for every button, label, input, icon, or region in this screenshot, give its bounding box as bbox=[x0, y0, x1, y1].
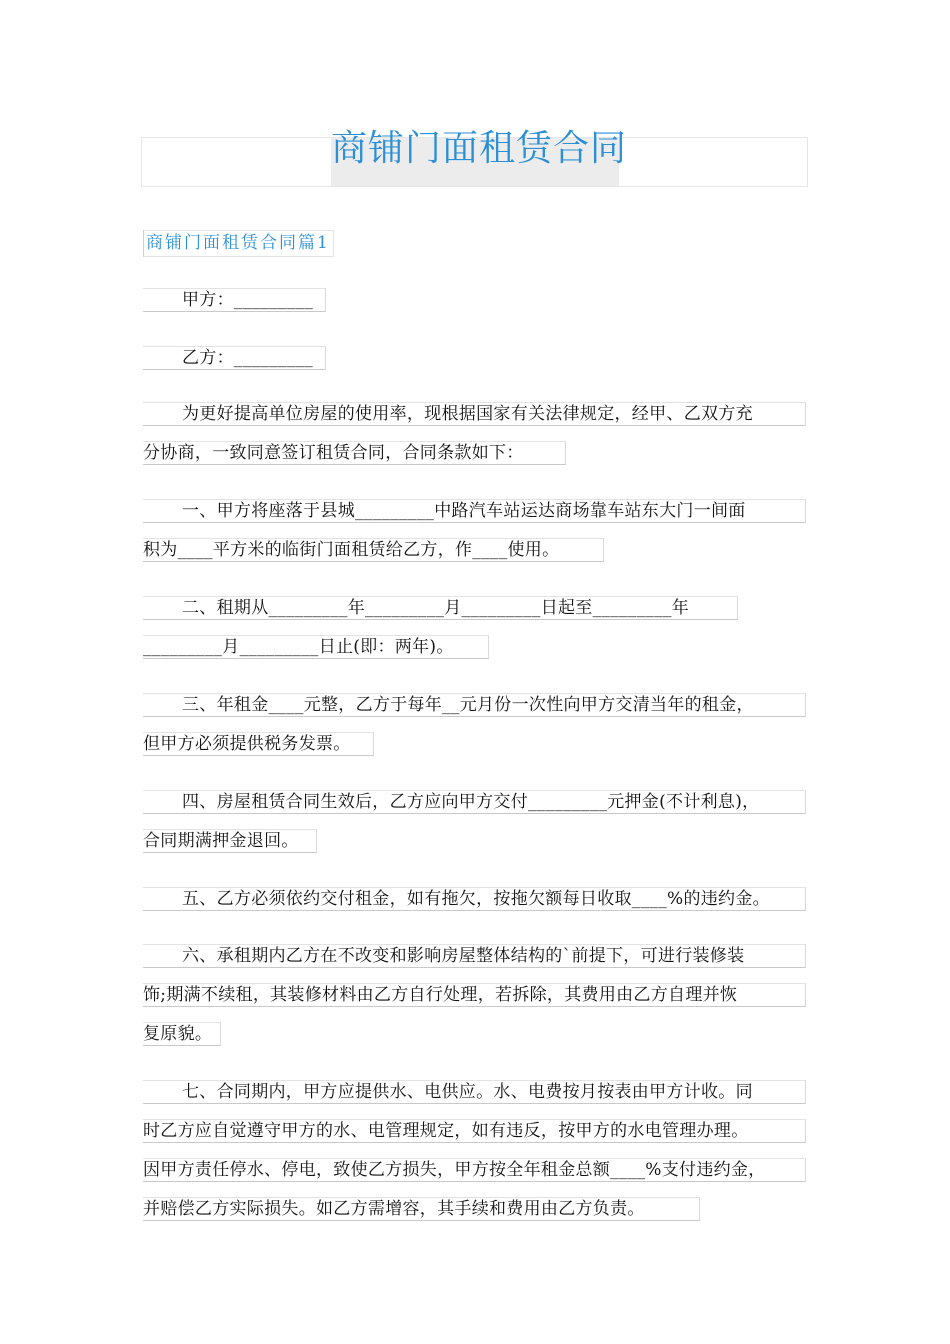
clause-6-line: 饰;期满不续租，其装修材料由乙方自行处理，若拆除，其费用由乙方自理并恢 bbox=[143, 983, 806, 1007]
clause-1-line: 一、甲方将座落于县城_________中路汽车站运达商场靠车站东大门一间面 bbox=[143, 499, 806, 523]
clause-7-line: 时乙方应自觉遵守甲方的水、电管理规定，如有违反，按甲方的水电管理办理。 bbox=[143, 1119, 806, 1143]
clause-7-line: 七、合同期内，甲方应提供水、电供应。水、电费按月按表由甲方计收。同 bbox=[143, 1080, 806, 1104]
clause-6-line: 六、承租期内乙方在不改变和影响房屋整体结构的`前提下，可进行装修装 bbox=[143, 944, 806, 968]
document-title: 商铺门面租赁合同 bbox=[331, 128, 628, 169]
party-b-line: 乙方：_________ bbox=[143, 346, 326, 370]
section-heading: 商铺门面租赁合同篇1 bbox=[143, 230, 334, 257]
clause-1-line: 积为____平方米的临街门面租赁给乙方，作____使用。 bbox=[143, 538, 604, 562]
clause-2-line: 二、租期从_________年_________月_________日起至_________年 bbox=[143, 596, 738, 620]
clause-5-line: 五、乙方必须依约交付租金，如有拖欠，按拖欠额每日收取____%的违约金。 bbox=[143, 887, 806, 911]
clause-4-line: 四、房屋租赁合同生效后，乙方应向甲方交付_________元押金(不计利息)， bbox=[143, 790, 806, 814]
clause-3-line: 三、年租金____元整，乙方于每年__元月份一次性向甲方交清当年的租金， bbox=[143, 693, 806, 717]
clause-7-line: 并赔偿乙方实际损失。如乙方需增容，其手续和费用由乙方负责。 bbox=[143, 1197, 700, 1221]
clause-2-line: _________月_________日止(即：两年)。 bbox=[143, 635, 489, 659]
intro-paragraph-line: 分协商，一致同意签订租赁合同，合同条款如下： bbox=[143, 441, 566, 465]
party-a-line: 甲方：_________ bbox=[143, 288, 326, 312]
clause-7-line: 因甲方责任停水、停电，致使乙方损失，甲方按全年租金总额____%支付违约金， bbox=[143, 1158, 806, 1182]
intro-paragraph-line: 为更好提高单位房屋的使用率，现根据国家有关法律规定，经甲、乙双方充 bbox=[143, 402, 806, 426]
clause-6-line: 复原貌。 bbox=[143, 1022, 221, 1046]
clause-4-line: 合同期满押金退回。 bbox=[143, 829, 317, 853]
clause-3-line: 但甲方必须提供税务发票。 bbox=[143, 732, 374, 756]
